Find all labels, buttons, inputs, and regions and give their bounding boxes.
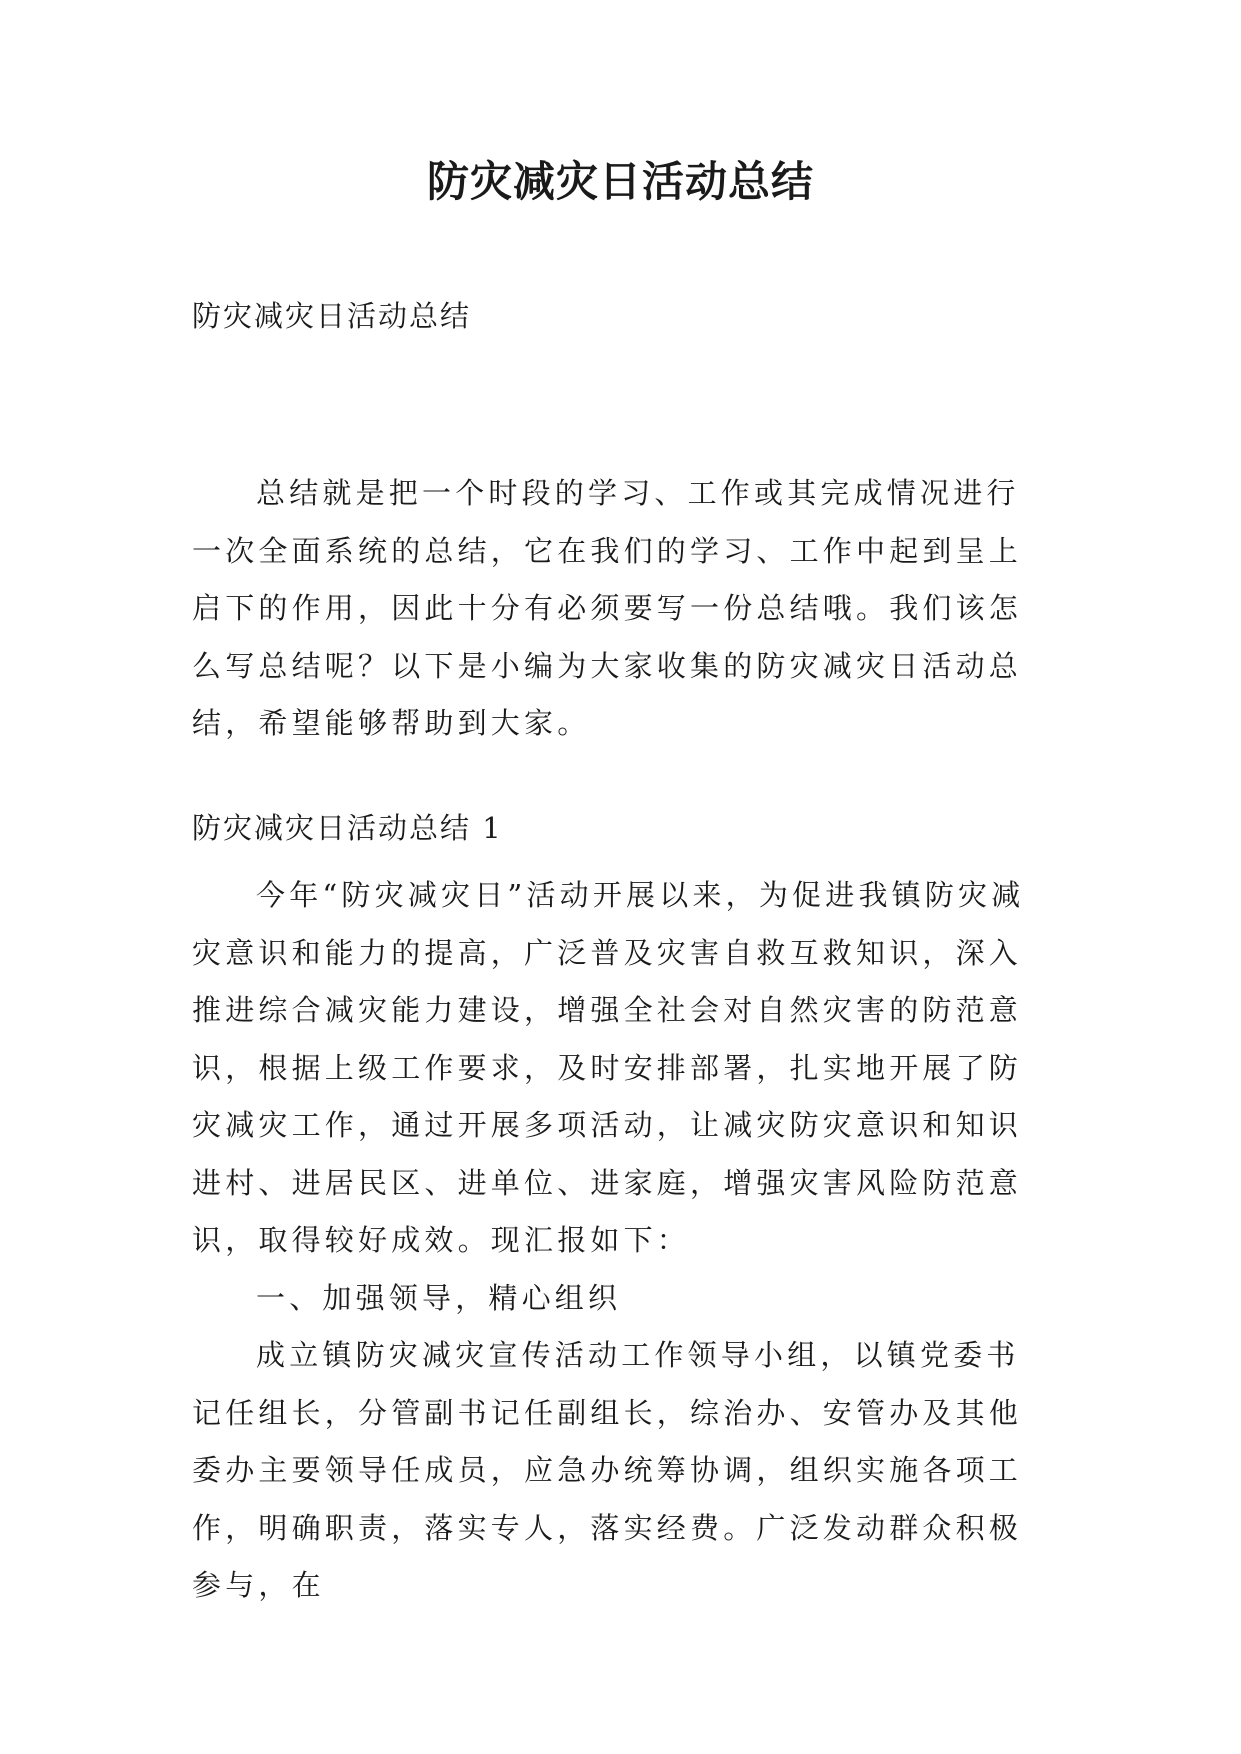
- section-heading: 防灾减灾日活动总结 1: [192, 811, 503, 845]
- intro-paragraph: 总结就是把一个时段的学习、工作或其完成情况进行一次全面系统的总结，它在我们的学习、工作中起到呈上启下的作用，因此十分有必须要写一份总结哦。我们该怎么写总结呢？以下是小编为大家收集的防灾减灾日活动总结，希望能够帮助到大家。: [192, 476, 1023, 740]
- document-subtitle: 防灾减灾日活动总结: [192, 299, 472, 333]
- section-body: [192, 867, 1052, 1615]
- section-subheading: 一、加强领导，精心组织: [256, 1280, 622, 1315]
- section-paragraph: 成立镇防灾减灾宣传活动工作领导小组，以镇党委书记任组长，分管副书记任副组长，综治办、安管办及其他委办主要领导任成员，应急办统筹协调，组织实施各项工作，明确职责，落实专人，落实经费。广泛发动群众积极参与，在: [192, 1338, 1023, 1602]
- section-paragraph: 今年“防灾减灾日”活动开展以来，为促进我镇防灾减灾意识和能力的提高，广泛普及灾害自救互救知识，深入推进综合减灾能力建设，增强全社会对自然灾害的防范意识，根据上级工作要求，及时安排部署，扎实地开展了防灾减灾工作，通过开展多项活动，让减灾防灾意识和知识进村、进居民区、进单位、进家庭，增强灾害风险防范意识，取得较好成效。现汇报如下：: [192, 878, 1025, 1257]
- intro-block: [192, 465, 1052, 753]
- document-title: 防灾减灾日活动总结: [426, 157, 814, 206]
